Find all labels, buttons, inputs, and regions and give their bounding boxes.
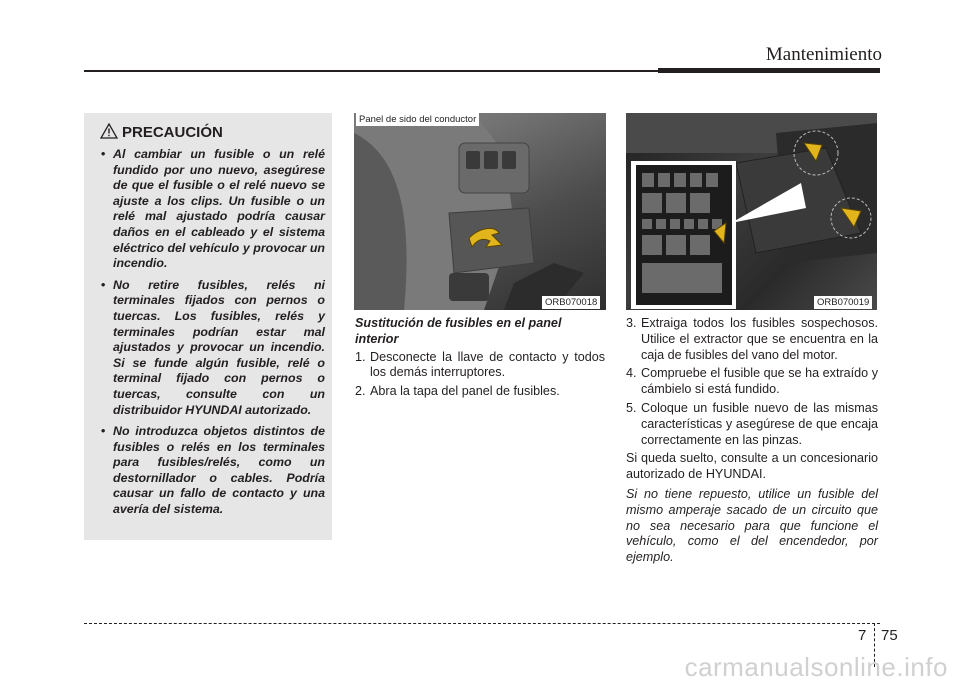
driver-panel-photo [354, 113, 606, 310]
procedure-step [626, 366, 878, 398]
step-text: Extraiga todos los fusibles sospechosos. Utilice el extractor que se encuentra en la caja de fusibles del vano del motor. [641, 316, 878, 362]
caution-box [84, 113, 332, 540]
caution-title: PRECAUCIÓN [122, 124, 223, 141]
step-number: 2. [355, 384, 366, 399]
figure-code: ORB070018 [542, 296, 600, 309]
procedure-step [355, 384, 605, 400]
step-number: 4. [626, 366, 637, 381]
caution-item: • No retire fusibles, relés ni terminales fijados con pernos o tuercas. Los fusibles, relés y terminales podrían estar mal ajustados y provocar un incendio. Si se funde algún fusible, relé o terminal fijado con pernos o tuercas, consulte con un distribuidor HYUNDAI autorizado. [96, 278, 325, 418]
figure-code: ORB070019 [814, 296, 872, 309]
header-rule-accent [658, 68, 880, 73]
caution-item: • No introduzca objetos distintos de fusibles o relés en los terminales para fusibles/relés, como un destornillador o cables. Podría causar un fallo de contacto y una avería del sistema. [96, 424, 325, 518]
step-number: 1. [355, 349, 366, 364]
caution-item: • Al cambiar un fusible o un relé fundido por uno nuevo, asegúrese de que el fusible o el relé nuevo se ajuste a los clips. Un fusible o un relé mal ajustado podría causar daños en el cableado y el sistema eléctrico del vehículo y provocar un incendio. [96, 147, 325, 272]
figure-panel-label: Panel de sido del conductor [356, 113, 479, 126]
page-number: 75 [881, 627, 898, 644]
procedure-step [626, 316, 878, 363]
procedure-step [355, 350, 605, 382]
footer-rule [84, 623, 880, 624]
section-title: Mantenimiento [765, 44, 882, 65]
engine-fusebox-photo [626, 113, 877, 310]
step-text: Abra la tapa del panel de fusibles. [370, 384, 560, 399]
procedure-column-middle [355, 316, 605, 403]
procedure-column-right [626, 316, 878, 579]
watermark: carmanualsonline.info [684, 652, 948, 682]
step-number: 3. [626, 316, 637, 330]
section-number: 7 [858, 627, 867, 644]
caution-list [96, 147, 325, 524]
caution-heading [100, 123, 223, 141]
step-text: Coloque un fusible nuevo de las mismas características y asegúrese de que encaja correctamente en las pinzas. [641, 400, 878, 447]
procedure-heading: Sustitución de fusibles en el panel interior [355, 316, 562, 346]
step-number: 5. [626, 400, 637, 415]
step-text: Desconecte la llave de contacto y todos los demás interruptores. [370, 349, 605, 380]
procedure-step [626, 401, 878, 448]
warning-icon [100, 123, 118, 139]
step-text: Compruebe el fusible que se ha extraído y cámbielo si está fundido. [641, 366, 878, 397]
loose-fuse-note: Si queda suelto, consulte a un concesionario autorizado de HYUNDAI. [626, 451, 878, 482]
spare-fuse-note: Si no tiene repuesto, utilice un fusible del mismo amperaje sacado de un circuito que no sea necesario para que funcione el vehículo, como el del encendedor, por ejemplo. [626, 486, 878, 565]
